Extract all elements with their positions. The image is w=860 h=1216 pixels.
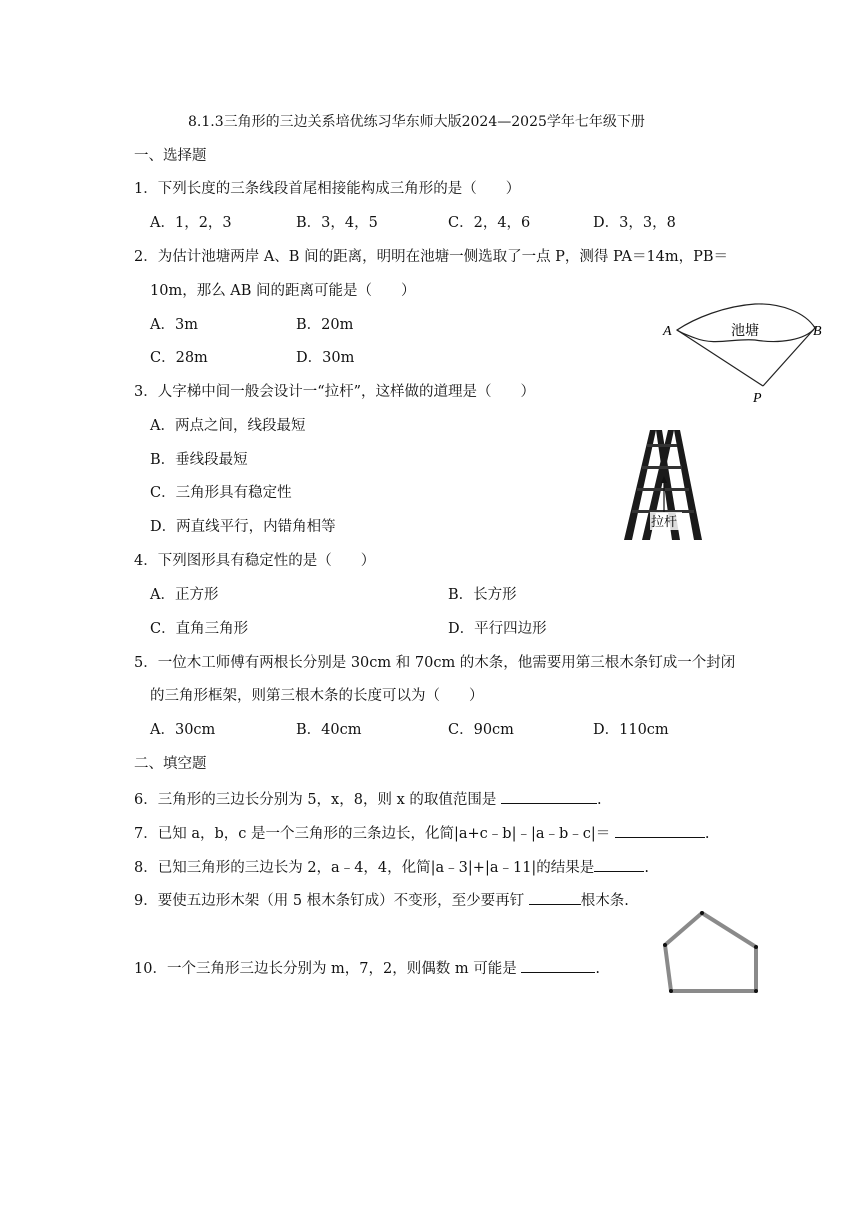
question-4-option-b: B．长方形	[448, 587, 517, 603]
ladder-label: 拉杆	[651, 515, 678, 530]
question-4-option-a: A．正方形	[150, 587, 219, 603]
question-7-end: .	[704, 826, 710, 842]
question-8-text: 8．已知三角形的三边长为 2，a﹣4，4，化简|a﹣3|+|a﹣11|的结果是	[134, 860, 595, 876]
question-10-blank	[521, 957, 595, 973]
question-5-option-c: C．90cm	[448, 722, 514, 738]
question-6-text: 6．三角形的三边长分别为 5，x，8，则 x 的取值范围是	[134, 792, 501, 808]
question-1-option-a: A．1，2，3	[150, 215, 232, 231]
question-5-stem-line-2: 的三角形框架，则第三根木条的长度可以为（ ）	[150, 688, 484, 704]
question-4-option-c: C．直角三角形	[150, 621, 249, 637]
document-title: 8.1.3三角形的三边关系培优练习华东师大版2024—2025学年七年级下册	[188, 114, 645, 130]
question-2-option-b: B．20m	[296, 317, 354, 333]
pond-label-text: 池塘	[731, 323, 759, 339]
question-9	[134, 889, 629, 911]
question-7-text: 7．已知 a，b，c 是一个三角形的三条边长，化简|a+c﹣b|﹣|a﹣b﹣c|＝	[134, 826, 615, 842]
question-10-text: 10．一个三角形三边长分别为 m，7，2，则偶数 m 可能是	[134, 961, 522, 977]
question-2-stem-line-1: 2．为估计池塘两岸 A、B 间的距离，明明在池塘一侧选取了一点 P，测得 PA＝14m，PB＝	[134, 249, 729, 265]
question-3-option-b: B．垂线段最短	[150, 452, 248, 468]
pond-label-p: P	[753, 391, 762, 406]
question-1-stem: 1．下列长度的三条线段首尾相接能构成三角形的是（ ）	[134, 181, 521, 197]
question-3-option-a: A．两点之间，线段最短	[150, 418, 306, 434]
question-8-blank	[594, 856, 644, 872]
question-10	[134, 957, 600, 979]
question-7	[134, 822, 710, 844]
question-2-option-d: D．30m	[296, 350, 355, 366]
question-5-stem-line-1: 5．一位木工师傅有两根长分别是 30cm 和 70cm 的木条，他需要用第三根木条钉成一个封闭	[134, 655, 736, 671]
question-3-option-d: D．两直线平行，内错角相等	[150, 519, 336, 535]
question-3-option-c: C．三角形具有稳定性	[150, 485, 292, 501]
question-2-option-c: C．28m	[150, 350, 208, 366]
question-4-stem: 4．下列图形具有稳定性的是（ ）	[134, 553, 376, 569]
question-8-end: .	[644, 860, 649, 876]
question-6-end: .	[596, 792, 602, 808]
question-10-end: .	[595, 961, 600, 977]
question-3-stem: 3．人字梯中间一般会设计一“拉杆”，这样做的道理是（ ）	[134, 384, 536, 400]
section-heading-choice: 一、选择题	[134, 148, 207, 164]
pond-figure	[655, 300, 830, 408]
question-1-option-b: B．3，4，5	[296, 215, 378, 231]
question-6	[134, 788, 602, 810]
pentagon-figure	[660, 905, 765, 1000]
question-1-option-c: C．2，4，6	[448, 215, 531, 231]
question-6-blank	[501, 788, 597, 804]
question-5-option-a: A．30cm	[150, 722, 216, 738]
ladder-figure	[620, 428, 705, 542]
question-1-option-d: D．3，3，8	[593, 215, 676, 231]
question-8	[134, 856, 649, 878]
pond-label-b: B	[813, 324, 822, 339]
question-9-blank	[529, 889, 581, 905]
question-4-option-d: D．平行四边形	[448, 621, 547, 637]
question-7-blank	[615, 822, 705, 838]
pond-label-a: A	[663, 324, 672, 339]
question-5-option-d: D．110cm	[593, 722, 669, 738]
question-2-option-a: A．3m	[150, 317, 198, 333]
question-2-stem-line-2: 10m，那么 AB 间的距离可能是（ ）	[150, 283, 416, 299]
question-5-option-b: B．40cm	[296, 722, 362, 738]
question-9-end: 根木条.	[580, 893, 629, 909]
question-9-text: 9．要使五边形木架（用 5 根木条钉成）不变形，至少要再钉	[134, 893, 529, 909]
section-heading-fill: 二、填空题	[134, 756, 207, 772]
